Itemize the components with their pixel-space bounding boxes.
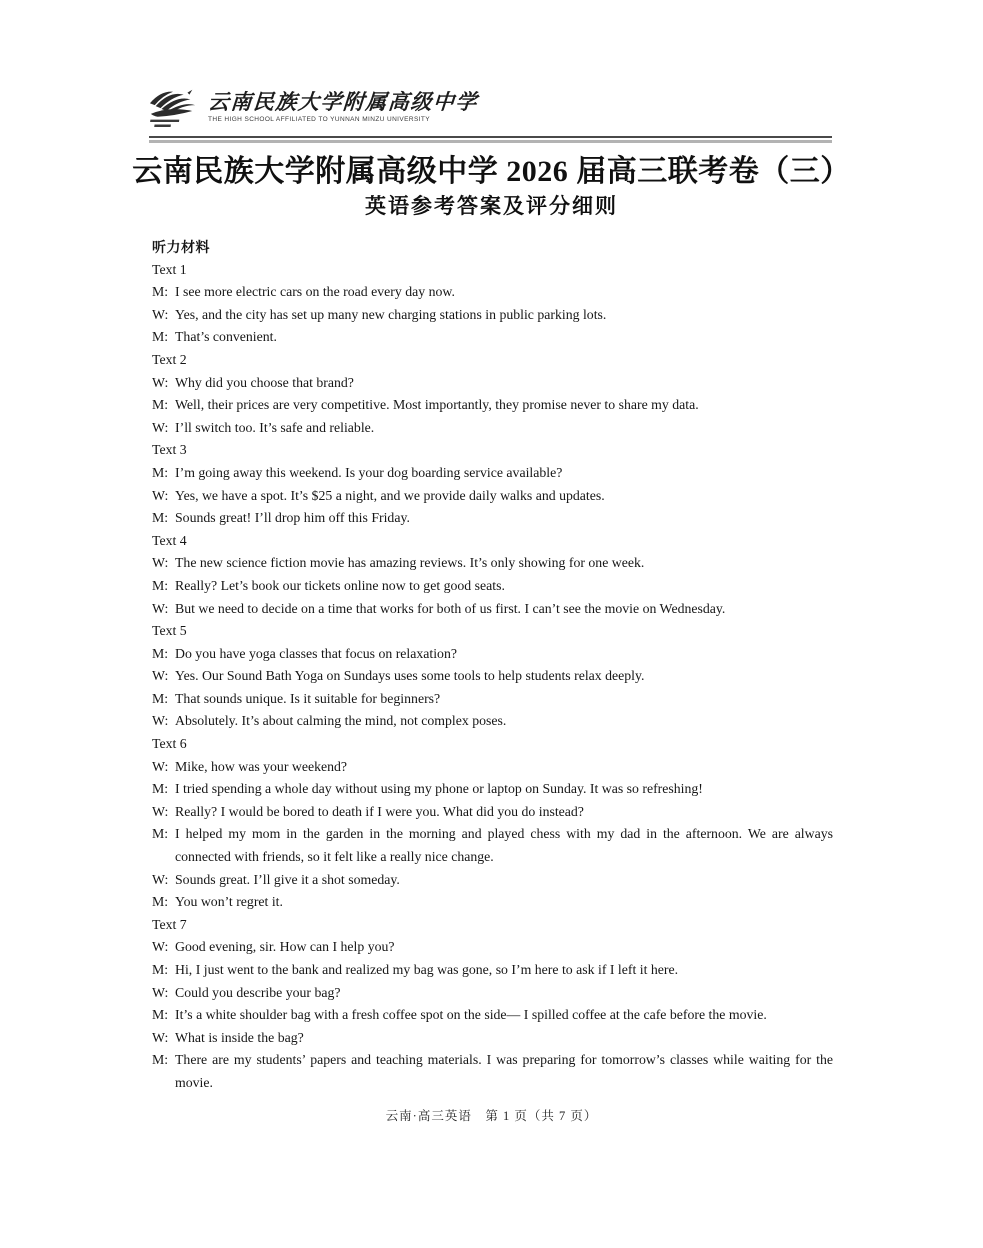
logo-school-name-en: THE HIGH SCHOOL AFFILIATED TO YUNNAN MINZU UNIVERSITY <box>208 116 431 123</box>
school-emblem-icon <box>148 88 200 132</box>
speaker-label: W: <box>152 600 169 616</box>
dialogue-text: Sounds great. I’ll give it a shot someday. <box>175 871 400 887</box>
dialogue-text: Could you describe your bag? <box>175 984 341 1000</box>
speaker-label: W: <box>152 555 169 571</box>
text-label: Text 3 <box>152 442 187 458</box>
dialogue-line <box>152 1027 833 1050</box>
dialogue-text: Good evening, sir. How can I help you? <box>175 939 395 955</box>
dialogue-line <box>152 688 833 711</box>
speaker-label: W: <box>152 374 169 390</box>
speaker-label: M: <box>152 510 169 526</box>
dialogue-text: I’m going away this weekend. Is your dog boarding service available? <box>175 464 563 480</box>
dialogue-line <box>152 643 833 666</box>
dialogue-line <box>152 462 833 485</box>
dialogue-text: I helped my mom in the garden in the morning and played chess with my dad in the afternoon. We are always connected with friends, so it felt like a really nice change. <box>175 826 833 865</box>
dialogue-text: I’ll switch too. It’s safe and reliable. <box>175 419 375 435</box>
divider-line-top <box>149 136 832 138</box>
dialogue-line <box>152 869 833 892</box>
speaker-label: W: <box>152 487 169 503</box>
speaker-label: M: <box>152 645 169 661</box>
speaker-label: W: <box>152 939 169 955</box>
dialogue-text: Why did you choose that brand? <box>175 374 354 390</box>
dialogue-line <box>152 552 833 575</box>
dialogue-text: There are my students’ papers and teaching materials. I was preparing for tomorrow’s classes while waiting for the movie. <box>175 1052 833 1090</box>
dialogue-line <box>152 665 833 688</box>
dialogue-text: What is inside the bag? <box>175 1029 304 1045</box>
dialogue-line <box>152 1004 833 1027</box>
text-label: Text 1 <box>152 261 187 277</box>
speaker-label: W: <box>152 668 169 684</box>
dialogue-text: Sounds great! I’ll drop him off this Friday. <box>175 510 410 526</box>
dialogue-line <box>152 326 833 349</box>
speaker-label: W: <box>152 713 169 729</box>
text-label: Text 7 <box>152 916 187 932</box>
dialogue-line <box>152 304 833 327</box>
speaker-label: W: <box>152 419 169 435</box>
speaker-label: M: <box>152 894 169 910</box>
dialogue-text: The new science fiction movie has amazing reviews. It’s only showing for one week. <box>175 555 645 571</box>
dialogue-line <box>152 1049 833 1094</box>
dialogue-line <box>152 575 833 598</box>
dialogue-text: Really? Let’s book our tickets online now to get good seats. <box>175 577 505 593</box>
dialogue-line <box>152 891 833 914</box>
speaker-label: M: <box>152 962 169 977</box>
dialogue-text: Yes. Our Sound Bath Yoga on Sundays uses some tools to help students relax deeply. <box>175 668 645 684</box>
dialogue-text: Really? I would be bored to death if I were you. What did you do instead? <box>175 803 584 819</box>
dialogue-text: Well, their prices are very competitive. Most importantly, they promise never to share my data. <box>175 397 699 413</box>
page-title: 云南民族大学附属高级中学 2026 届高三联考卷（三） <box>132 155 851 188</box>
dialogue-line <box>152 485 833 508</box>
dialogue-text: That’s convenient. <box>175 329 277 345</box>
dialogue-text: That sounds unique. Is it suitable for beginners? <box>175 690 441 706</box>
text-label: Text 5 <box>152 623 187 639</box>
dialogue-line <box>152 982 833 1005</box>
dialogue-text: Do you have yoga classes that focus on relaxation? <box>175 645 457 661</box>
dialogue-line <box>152 959 833 982</box>
speaker-label: W: <box>152 758 169 774</box>
speaker-label: M: <box>152 1007 169 1023</box>
dialogue-text: Mike, how was your weekend? <box>175 758 348 774</box>
speaker-label: W: <box>152 984 169 1000</box>
text-label: Text 4 <box>152 532 187 548</box>
speaker-label: M: <box>152 329 169 345</box>
speaker-label: W: <box>152 306 169 322</box>
text-label: Text 2 <box>152 351 187 367</box>
speaker-label: M: <box>152 284 169 300</box>
dialogue-text: But we need to decide on a time that works for both of us first. I can’t see the movie on Wednesday. <box>175 600 726 616</box>
dialogue-line <box>152 417 833 440</box>
dialogue-line <box>152 281 833 304</box>
dialogue-line <box>152 710 833 733</box>
speaker-label: W: <box>152 803 169 819</box>
dialogue-line <box>152 823 833 868</box>
dialogue-line <box>152 372 833 395</box>
speaker-label: M: <box>152 1052 169 1068</box>
dialogue-line <box>152 507 833 530</box>
dialogue-line <box>152 778 833 801</box>
dialogue-text: Absolutely. It’s about calming the mind, not complex poses. <box>175 713 507 729</box>
speaker-label: W: <box>152 1029 169 1045</box>
dialogue-text: It’s a white shoulder bag with a fresh coffee spot on the side— I spilled coffee at the cafe before the movie. <box>175 1007 767 1023</box>
speaker-label: M: <box>152 781 169 797</box>
page-footer: 云南·高三英语 第 1 页（共 7 页） <box>385 1109 598 1123</box>
school-logo <box>148 88 478 132</box>
dialogue-text: Yes, we have a spot. It’s $25 a night, and we provide daily walks and updates. <box>175 487 605 503</box>
logo-school-name-cn: 云南民族大学附属高级中学 <box>207 90 479 114</box>
dialogue-text: Yes, and the city has set up many new charging stations in public parking lots. <box>175 306 607 322</box>
listening-material-section <box>152 236 833 1095</box>
page-subtitle: 英语参考答案及评分细则 <box>365 195 618 218</box>
speaker-label: M: <box>152 464 169 480</box>
dialogue-text: I see more electric cars on the road every day now. <box>175 284 455 300</box>
speaker-label: W: <box>152 871 169 887</box>
dialogue-line <box>152 756 833 779</box>
header-divider <box>149 136 832 144</box>
speaker-label: M: <box>152 577 169 593</box>
dialogue-line <box>152 936 833 959</box>
dialogue-text: Hi, I just went to the bank and realized my bag was gone, so I’m here to ask if I left it here. <box>175 962 679 977</box>
speaker-label: M: <box>152 690 169 706</box>
dialogue-line <box>152 598 833 621</box>
dialogue-text: You won’t regret it. <box>175 894 283 910</box>
speaker-label: M: <box>152 397 169 413</box>
dialogue-line <box>152 801 833 824</box>
dialogue-text: I tried spending a whole day without using my phone or laptop on Sunday. It was so refreshing! <box>175 781 703 797</box>
text-label: Text 6 <box>152 736 187 752</box>
speaker-label: M: <box>152 826 169 842</box>
divider-line-bottom <box>149 140 832 143</box>
section-heading: 听力材料 <box>152 239 210 255</box>
dialogue-line <box>152 394 833 417</box>
logo-text-block <box>208 88 478 124</box>
